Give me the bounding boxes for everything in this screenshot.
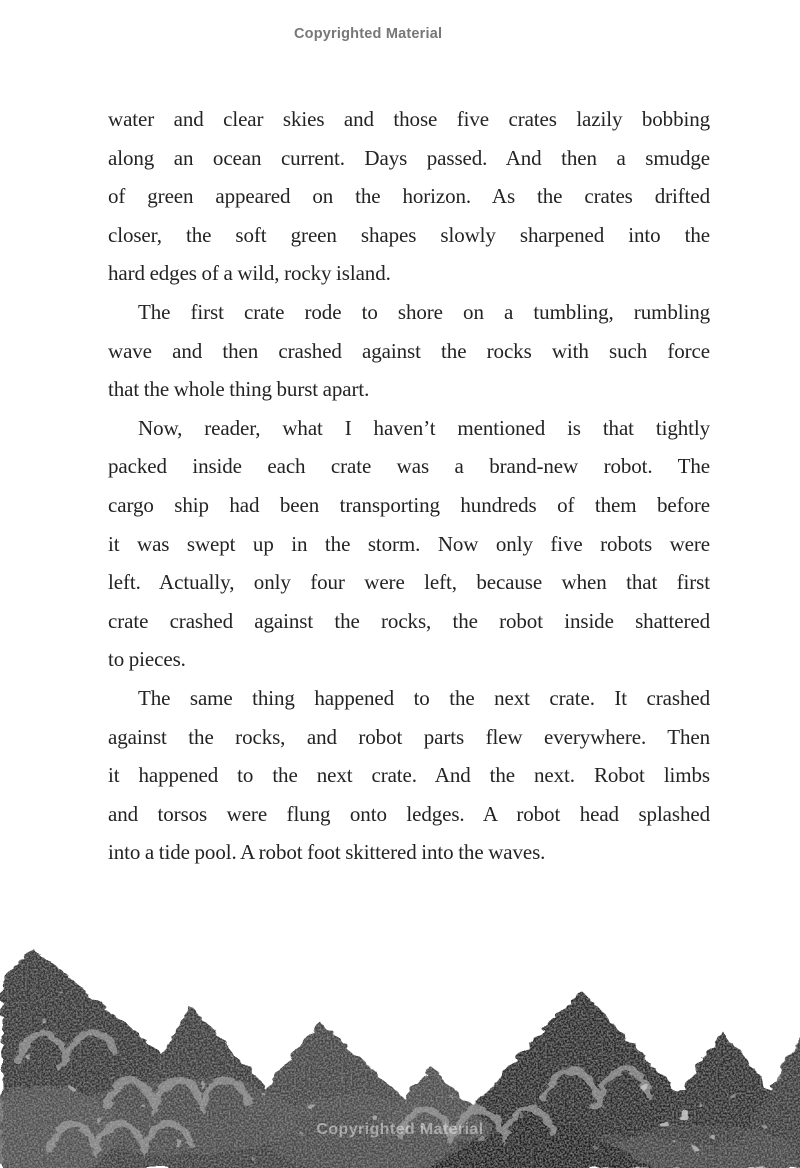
text-line: The same thing happened to the next crate. It crashed [138, 685, 710, 710]
text-line: that the whole thing burst apart. [108, 377, 370, 402]
text-line: left. Actually, only four were left, because when that first [108, 570, 710, 595]
page-text [108, 100, 710, 872]
text-line: against the rocks, and robot parts flew everywhere. Then [108, 724, 710, 749]
text-line: it was swept up in the storm. Now only five robots were [108, 531, 710, 556]
text-line: The first crate rode to shore on a tumbling, rumbling [138, 299, 710, 324]
text-line: Now, reader, what I haven’t mentioned is that tightly [138, 415, 710, 440]
text-line: along an ocean current. Days passed. And then a smudge [108, 145, 710, 170]
paragraph [108, 100, 710, 293]
text-line: it happened to the next crate. And the next. Robot limbs [108, 763, 710, 788]
text-line: packed inside each crate was a brand-new robot. The [108, 454, 710, 479]
text-line: of green appeared on the horizon. As the crates drifted [108, 184, 710, 209]
text-line: hard edges of a wild, rocky island. [108, 261, 391, 286]
text-line: crate crashed against the rocks, the robot inside shattered [108, 608, 710, 633]
watermark-top: Copyrighted Material [294, 26, 443, 42]
paragraph [108, 293, 710, 409]
text-line: to pieces. [108, 647, 186, 672]
text-line: closer, the soft green shapes slowly sharpened into the [108, 222, 710, 247]
text-line: water and clear skies and those five crates lazily bobbing [108, 107, 710, 131]
paragraph [108, 409, 710, 679]
watermark-bottom: Copyrighted Material [316, 1121, 484, 1138]
text-line: wave and then crashed against the rocks with such force [108, 338, 710, 363]
text-line: and torsos were flung onto ledges. A robot head splashed [108, 801, 710, 826]
text-line: cargo ship had been transporting hundreds of them before [108, 492, 710, 517]
text-line: into a tide pool. A robot foot skittered into the waves. [108, 840, 546, 865]
paragraph [108, 679, 710, 872]
